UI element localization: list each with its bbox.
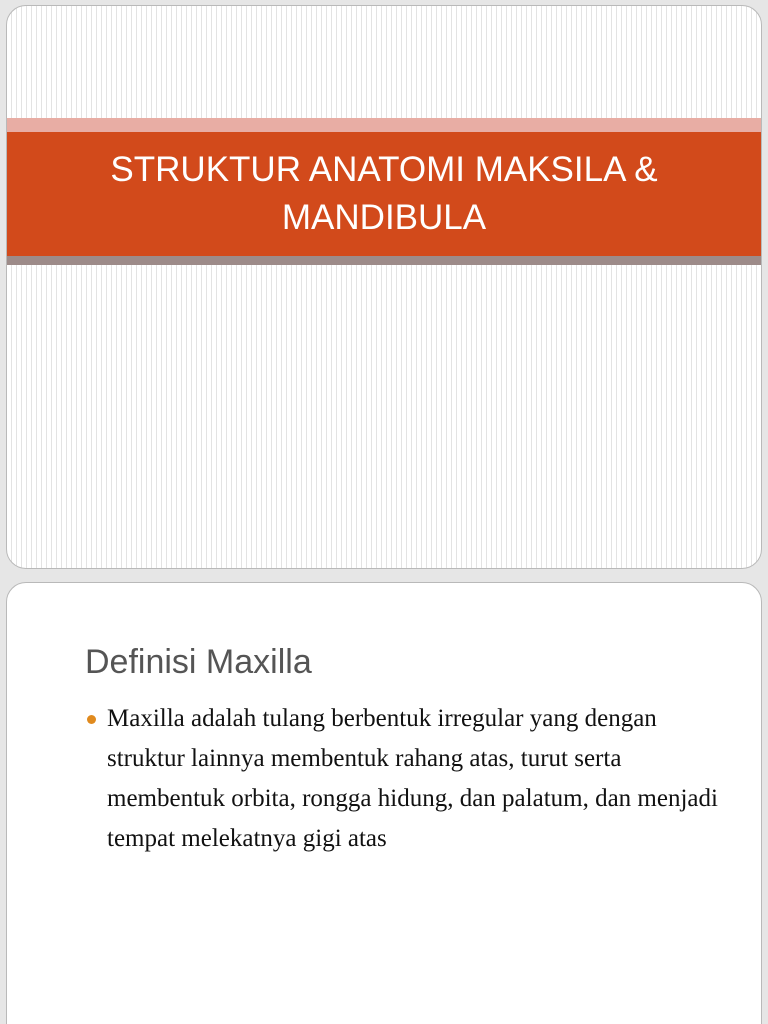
content-slide <box>6 582 762 1024</box>
bullet-list <box>87 699 727 859</box>
title-band <box>7 118 761 265</box>
title-band-main <box>7 132 761 256</box>
title-band-bottom-stripe <box>7 256 761 265</box>
title-slide <box>6 5 762 569</box>
bullet-dot-icon <box>87 715 96 724</box>
slide-title: STRUKTUR ANATOMI MAKSILA & MANDIBULA <box>110 150 658 237</box>
bullet-item <box>87 699 727 859</box>
bullet-text: Maxilla adalah tulang berbentuk irregular yang dengan struktur lainnya membentuk rahang atas, turut serta membentuk orbita, rongga hidung, dan palatum, dan menjadi tempat melekatnya gigi atas <box>107 705 718 852</box>
title-band-top-stripe <box>7 118 761 132</box>
slide-heading: Definisi Maxilla <box>85 643 312 681</box>
